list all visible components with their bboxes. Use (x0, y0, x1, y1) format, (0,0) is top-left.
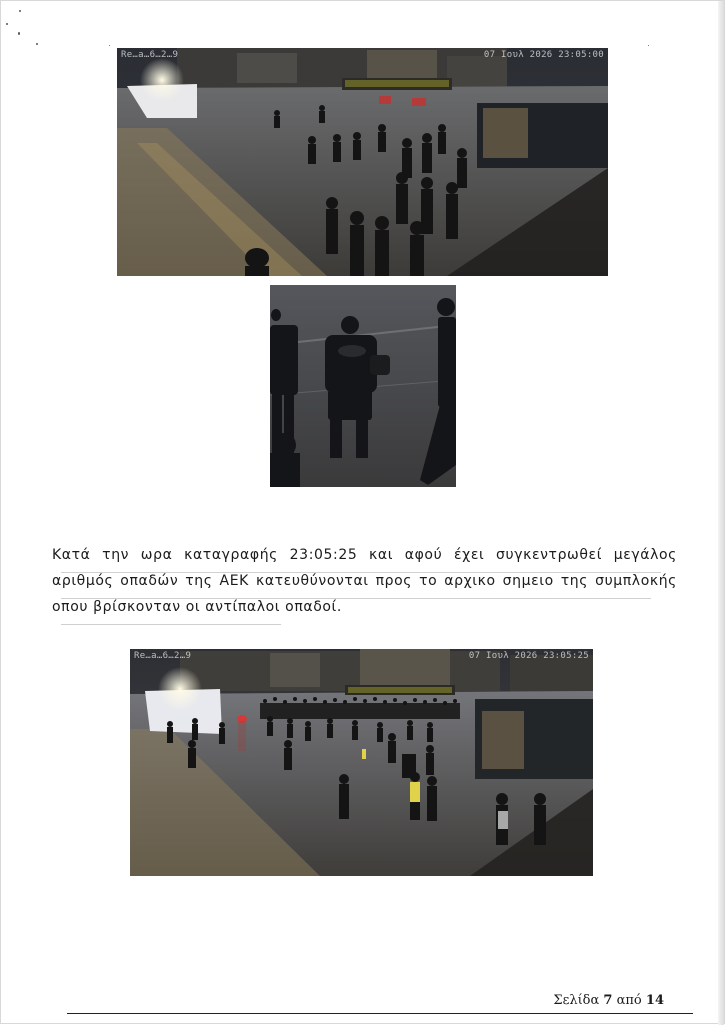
caption-paragraph: Κατά την ωρα καταγραφής 23:05:25 και αφού έχει συγκεντρωθεί μεγάλος αριθμός οπαδών της ΑΕΚ κατευθύνονται προς το αρχικο σημειο της συμπλοκής οπου βρίσκονταν οι αντίπαλοι οπαδοί. (52, 547, 677, 615)
cctv-photo-middle-crop (270, 285, 456, 487)
scan-speck (36, 43, 38, 45)
scan-speck (19, 10, 21, 12)
timestamp-right: 07 Ιουλ 2026 23:05:00 (483, 50, 604, 60)
page-number-footer (553, 993, 664, 1008)
pencil-mark (61, 572, 661, 573)
page-number: 7 (603, 993, 613, 1008)
timestamp-left: Re…a…6…2…9 (134, 651, 192, 661)
scan-speck (6, 23, 8, 25)
scan-speck (109, 45, 110, 46)
scan-speck (648, 45, 649, 46)
timestamp-left: Re…a…6…2…9 (121, 50, 179, 60)
timestamp-right: 07 Ιουλ 2026 23:05:25 (468, 651, 589, 661)
cctv-closeup-figures (270, 285, 456, 487)
cctv-photo-bottom (130, 649, 593, 876)
cctv-scene-crowd-moving (130, 649, 593, 876)
cctv-photo-top (117, 48, 608, 276)
scan-speck (18, 32, 20, 35)
cctv-scene-square-night (117, 48, 608, 276)
total-pages: 14 (645, 993, 664, 1008)
pencil-mark (61, 624, 281, 625)
of-word: από (616, 993, 642, 1008)
page-word: Σελίδα (553, 993, 600, 1008)
pencil-mark (61, 598, 651, 599)
footer-rule (67, 1013, 693, 1014)
scan-edge (718, 1, 724, 1025)
